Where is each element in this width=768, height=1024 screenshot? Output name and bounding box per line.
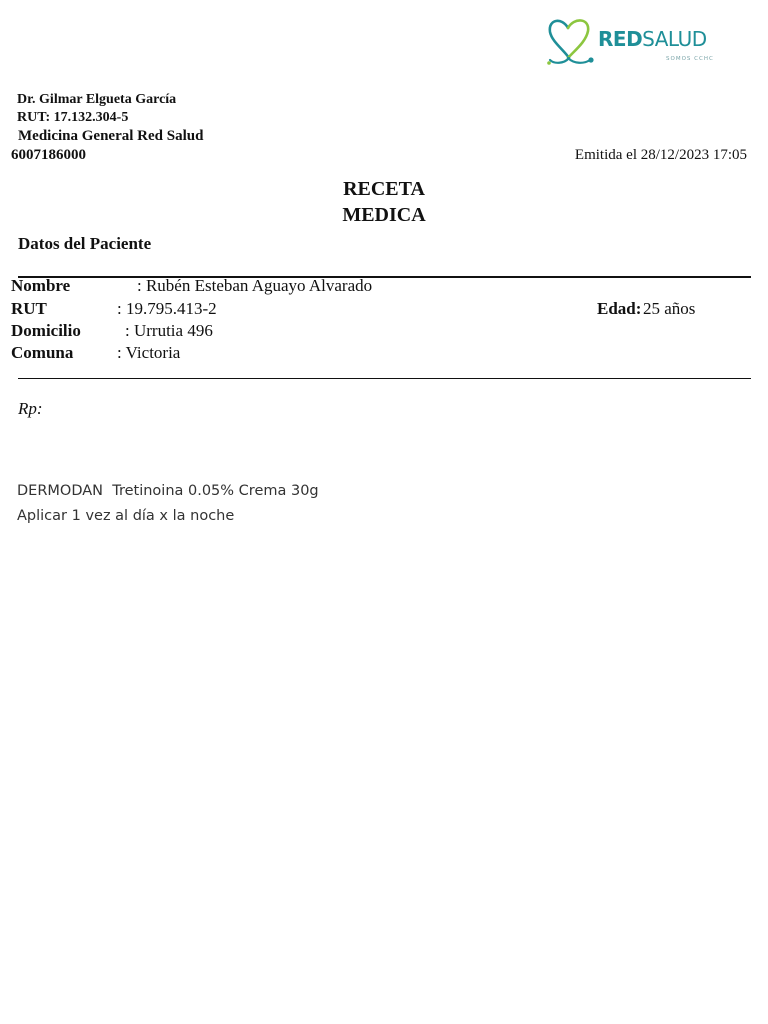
logo-word-red: RED bbox=[598, 27, 643, 51]
doctor-specialty: Medicina General Red Salud bbox=[18, 128, 204, 144]
heart-stethoscope-icon bbox=[544, 14, 596, 70]
patient-rut-value: : 19.795.413-2 bbox=[117, 299, 217, 318]
doctor-rut: RUT: 17.132.304-5 bbox=[17, 110, 129, 125]
patient-address-label: Domicilio bbox=[11, 321, 81, 340]
patient-rut-label: RUT bbox=[11, 299, 47, 318]
rp-label: Rp: bbox=[18, 399, 43, 418]
patient-age-value: 25 años bbox=[643, 299, 696, 318]
issued-date: Emitida el 28/12/2023 17:05 bbox=[574, 147, 747, 163]
logo-word-salud: SALUD bbox=[642, 27, 707, 51]
logo-tagline: SOMOS CCHC bbox=[666, 56, 714, 62]
prescription-instructions: Aplicar 1 vez al día x la noche bbox=[17, 508, 235, 524]
logo-wordmark bbox=[598, 29, 707, 49]
patient-name-value: : Rubén Esteban Aguayo Alvarado bbox=[137, 276, 373, 295]
patient-section-heading: Datos del Paciente bbox=[18, 234, 152, 253]
divider-top bbox=[18, 276, 751, 278]
doctor-name: Dr. Gilmar Elgueta García bbox=[17, 92, 177, 107]
redsalud-logo bbox=[544, 14, 724, 70]
document-title-line1: RECETA bbox=[343, 178, 425, 200]
prescription-medication: DERMODAN Tretinoina 0.05% Crema 30g bbox=[17, 483, 319, 499]
document-title-line2: MEDICA bbox=[342, 204, 426, 226]
patient-age-label: Edad: bbox=[597, 299, 642, 318]
doctor-phone: 6007186000 bbox=[11, 147, 86, 163]
patient-address-value: : Urrutia 496 bbox=[125, 321, 213, 340]
divider-bottom bbox=[18, 378, 751, 379]
patient-commune-label: Comuna bbox=[11, 343, 74, 362]
patient-name-label: Nombre bbox=[11, 276, 71, 295]
patient-commune-value: : Victoria bbox=[117, 343, 181, 362]
